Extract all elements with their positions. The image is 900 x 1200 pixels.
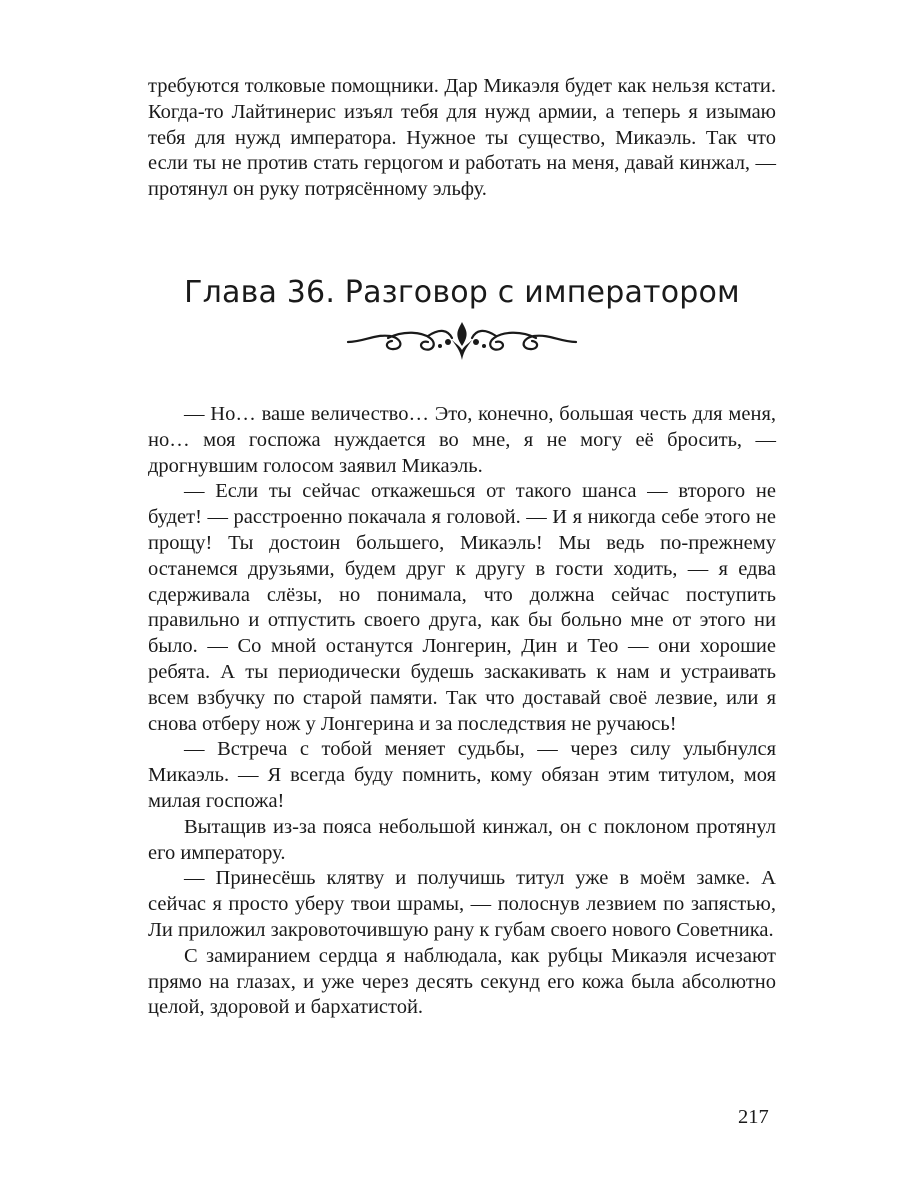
chapter-body bbox=[148, 402, 776, 1021]
page-number: 217 bbox=[738, 1106, 769, 1128]
decorative-flourish-icon bbox=[344, 316, 580, 364]
paragraph: — Если ты сейчас откажешься от такого шанса — второго не будет! — расстроенно покачала я головой. — И я никогда себе этого не прощу! Ты достоин большего, Микаэль! Мы ведь по-прежнему останемся друзьями, будем друг к другу в гости ходить, — я едва сдерживала слёзы, но понимала, что должна сейчас поступить правильно и отпустить своего друга, как бы больно мне от этого ни было. — Со мной останутся Лонгерин, Дин и Тео — они хорошие ребята. А ты периодически будешь заскакивать к нам и устраивать всем взбучку по старой памяти. Так что доставай своё лезвие, или я снова отберу нож у Лонгерина и за последствия не ручаюсь! bbox=[148, 480, 776, 735]
paragraph: С замиранием сердца я наблюдала, как рубцы Микаэля исчезают прямо на глазах, и уже через десять секунд его кожа была абсолютно целой, здоровой и бархатистой. bbox=[148, 944, 776, 1019]
book-page bbox=[148, 74, 776, 1021]
paragraph: — Но… ваше величество… Это, конечно, большая честь для меня, но… моя госпожа нуждается во мне, я не могу её бросить, — дрогнувшим голосом заявил Микаэль. bbox=[148, 402, 776, 477]
paragraph: — Встреча с тобой меняет судьбы, — через силу улыбнулся Микаэль. — Я всегда буду помнить, кому обязан этим титулом, моя милая госпожа! bbox=[148, 738, 776, 812]
chapter-title: Глава 36. Разговор с императором bbox=[184, 274, 740, 310]
paragraph: Вытащив из-за пояса небольшой кинжал, он с поклоном протянул его императору. bbox=[148, 815, 776, 864]
paragraph: — Принесёшь клятву и получишь титул уже в моём замке. А сейчас я просто уберу твои шрамы, — полоснув лезвием по запястью, Ли приложил закровоточившую рану к губам своего нового Советника. bbox=[148, 867, 776, 941]
opening-paragraph: требуются толковые помощники. Дар Микаэля будет как нельзя кстати. Когда-то Лайтинерис изъял тебя для нужд армии, а теперь я изымаю тебя для нужд императора. Нужное ты существо, Микаэль. Так что если ты не против стать герцогом и работать на меня, давай кинжал, — протянул он руку потрясённому эльфу. bbox=[148, 75, 776, 201]
